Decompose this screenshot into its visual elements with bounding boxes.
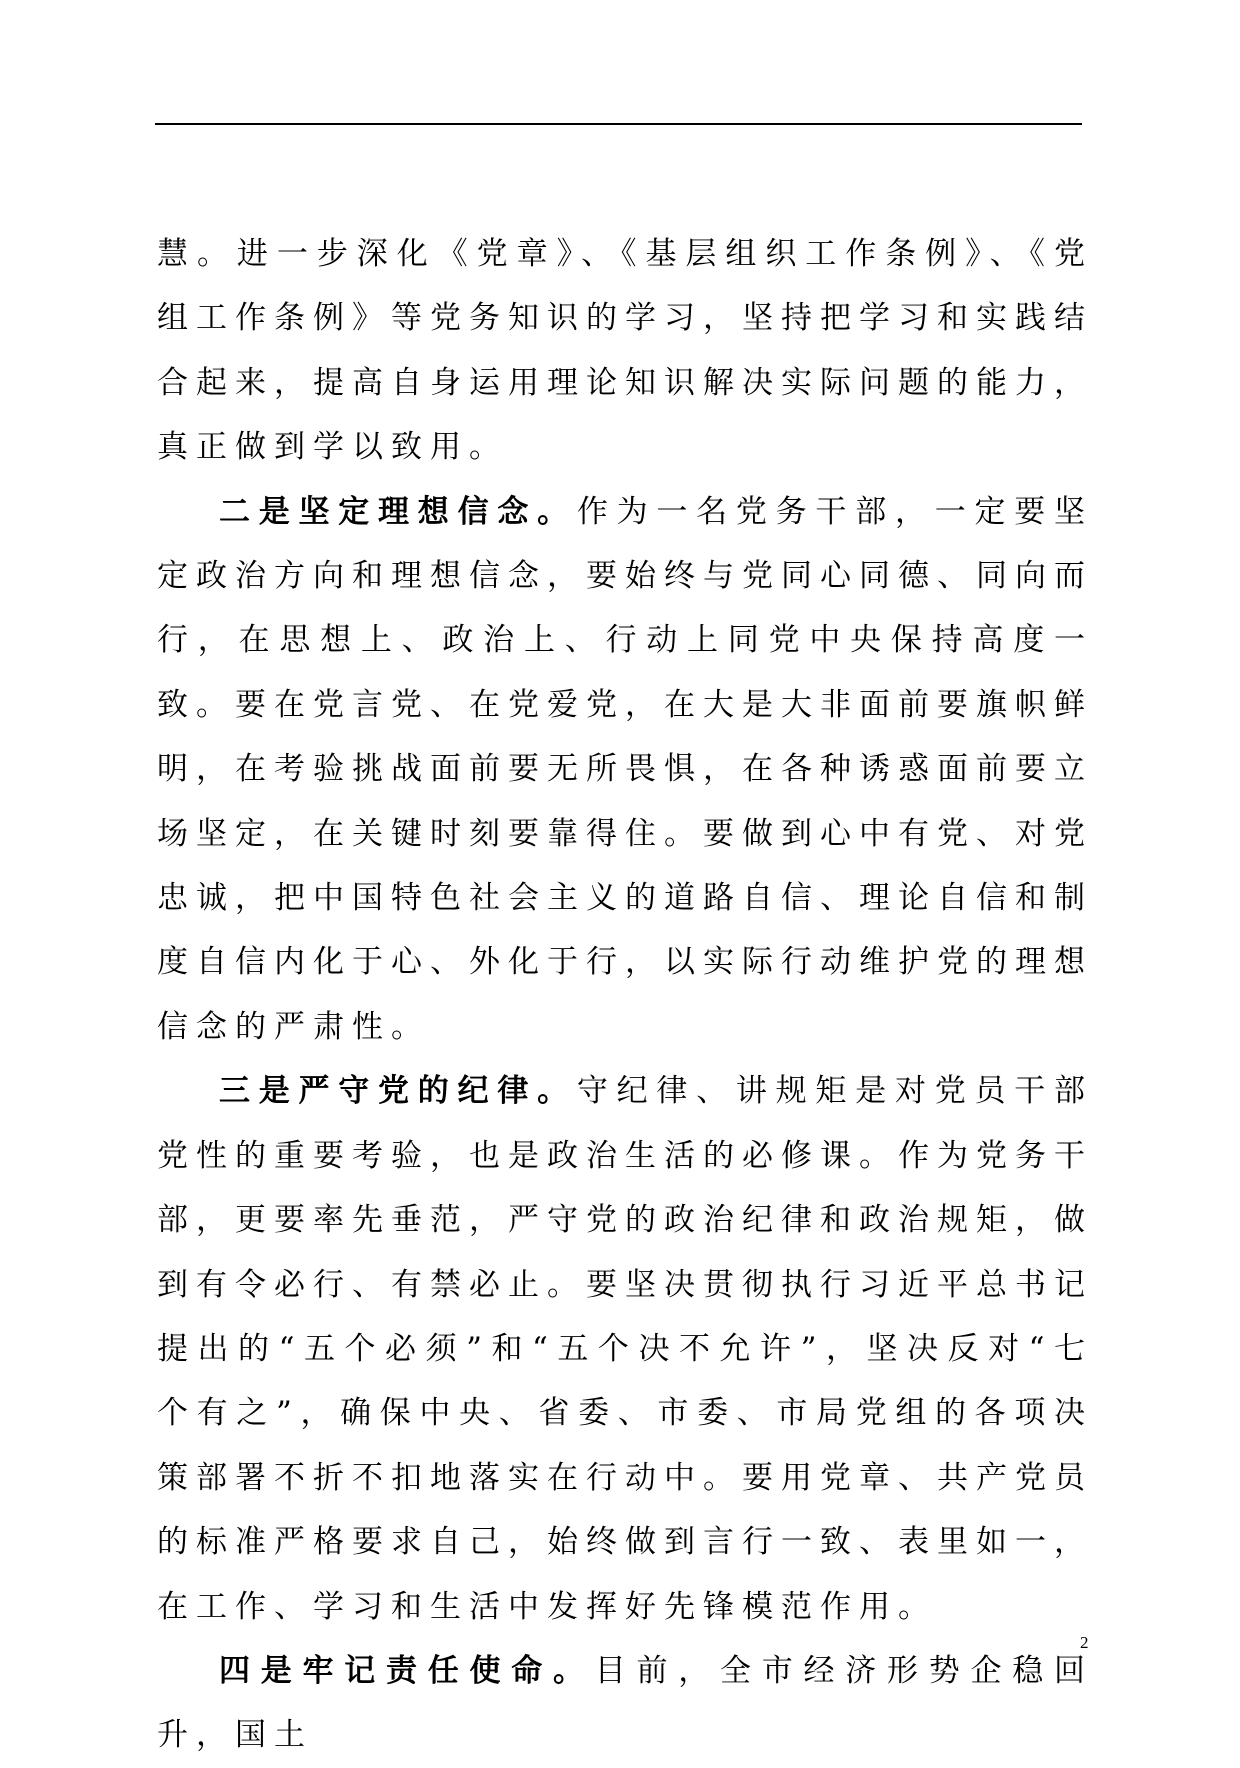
paragraph-lead: 四是牢记责任使命。 <box>219 1652 595 1689</box>
paragraph-mission <box>157 1639 1093 1768</box>
paragraph-discipline <box>157 1059 1093 1639</box>
paragraph-ideals <box>157 480 1093 1060</box>
paragraph-lead: 二是坚定理想信念。 <box>219 493 577 530</box>
paragraph-text: 守纪律、讲规矩是对党员干部党性的重要考验，也是政治生活的必修课。作为党务干部，更要率先垂范，严守党的政治纪律和政治规矩，做到有令必行、有禁必止。要坚决贯彻执行习近平总书记提出的“五个必须”和“五个决不允许”，坚决反对“七个有之”，确保中央、省委、市委、市局党组的各项决策部署不折不扣地落实在行动中。要用党章、共产党员的标准严格要求自己，始终做到言行一致、表里如一，在工作、学习和生活中发挥好先锋模范作用。 <box>157 1073 1094 1625</box>
paragraph-text: 慧。进一步深化《党章》、《基层组织工作条例》、《党组工作条例》等党务知识的学习，坚持把学习和实践结合起来，提高自身运用理论知识解决实际问题的能力，真正做到学以致用。 <box>157 236 1093 466</box>
paragraph-lead: 三是严守党的纪律。 <box>219 1073 577 1110</box>
document-body <box>157 222 1093 1768</box>
page-number: 2 <box>1080 1633 1089 1652</box>
paragraph-text: 作为一名党务干部，一定要坚定政治方向和理想信念，要始终与党同心同德、同向而行，在思想上、政治上、行动上同党中央保持高度一致。要在党言党、在党爱党，在大是大非面前要旗帜鲜明，在考验挑战面前要无所畏惧，在各种诱惑面前要立场坚定，在关键时刻要靠得住。要做到心中有党、对党忠诚，把中国特色社会主义的道路自信、理论自信和制度自信内化于心、外化于行，以实际行动维护党的理想信念的严肃性。 <box>157 493 1094 1045</box>
header-rule <box>155 123 1082 125</box>
paragraph-continuation <box>157 222 1093 480</box>
paragraph-text: 目前，全市经济形势企稳回升，国土 <box>157 1652 1093 1754</box>
